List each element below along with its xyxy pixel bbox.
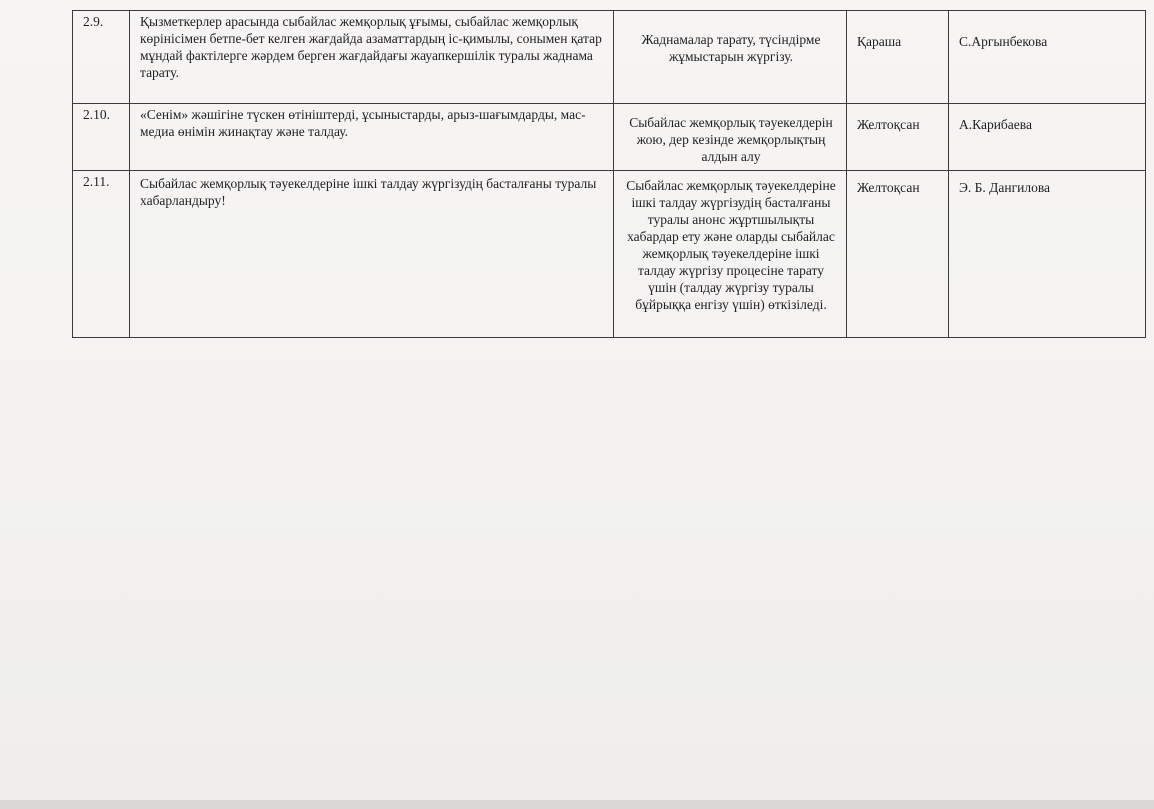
responsible-cell: А.Карибаева [949,104,1146,171]
table-row [73,171,1146,338]
measure-cell: Сыбайлас жемқорлық тәуекелдеріне ішкі талдау жүргізудің басталғаны туралы анонс жұртшылықты хабардар ету және оларды сыбайлас жемқорлық тәуекелдеріне ішкі талдау жүргізу процесіне тарату үшін (талдау жүргізу туралы бұйрыққа енгізу үшін) өткізіледі. [614,171,847,338]
measure-cell: Сыбайлас жемқорлық тәуекелдерін жою, дер кезінде жемқорлықтың алдын алу [614,104,847,171]
responsible-cell: С.Аргынбекова [949,11,1146,104]
table-row [73,11,1146,104]
page-bottom-edge [0,800,1154,809]
term-cell: Желтоқсан [847,171,949,338]
anti-corruption-plan-table [72,10,1146,338]
row-number-cell: 2.9. [73,11,130,104]
action-cell: Қызметкерлер арасында сыбайлас жемқорлық ұғымы, сыбайлас жемқорлық көрінісімен бетпе-бет келген жағдайда азаматтардың іс-қимылы, сонымен қатар мұндай фактілерге жәрдем берген жағдайдағы жауапкершілік туралы жаднама тарату. [130,11,614,104]
action-cell: «Сенім» жәшігіне түскен өтініштерді, ұсыныстарды, арыз-шағымдарды, мас-медиа өнімін жинақтау және талдау. [130,104,614,171]
term-cell: Қараша [847,11,949,104]
row-number-cell: 2.10. [73,104,130,171]
measure-cell: Жаднамалар тарату, түсіндірме жұмыстарын жүргізу. [614,11,847,104]
row-number-cell: 2.11. [73,171,130,338]
table-row [73,104,1146,171]
responsible-cell: Э. Б. Дангилова [949,171,1146,338]
term-cell: Желтоқсан [847,104,949,171]
action-cell: Сыбайлас жемқорлық тәуекелдеріне ішкі талдау жүргізудің басталғаны туралы хабарландыру! [130,171,614,338]
